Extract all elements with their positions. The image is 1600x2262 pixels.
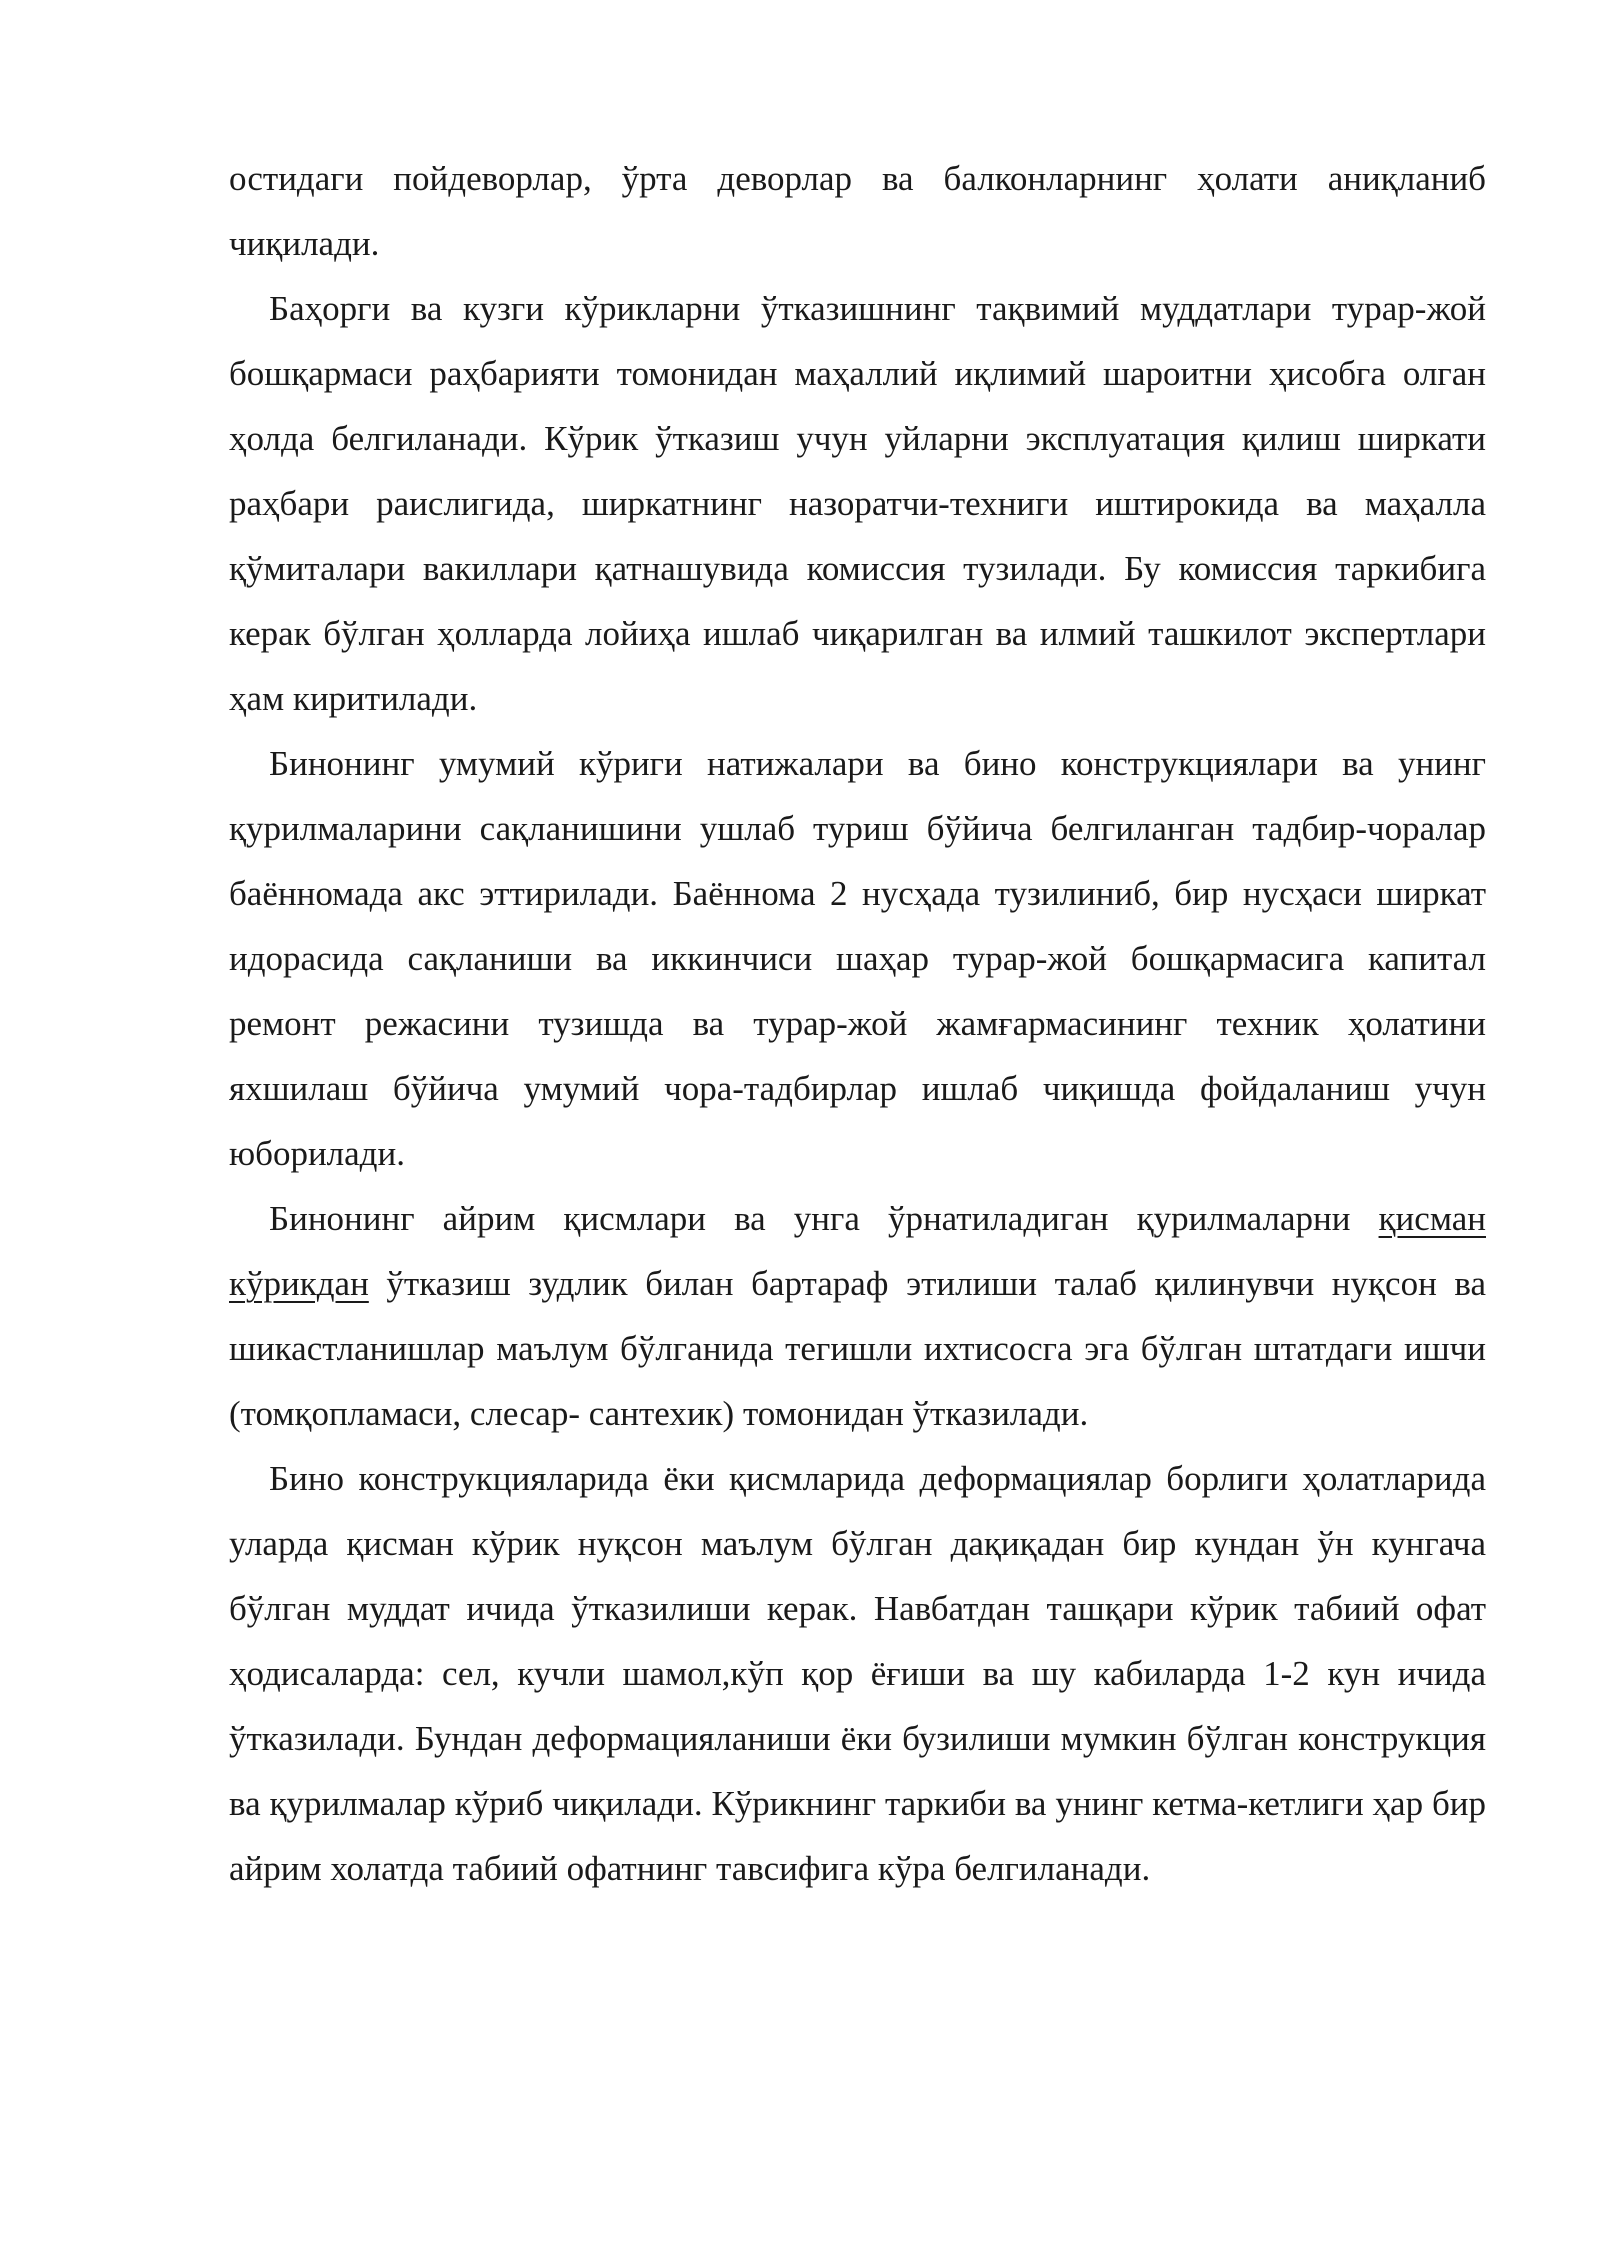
paragraph-4-text-start: Бинонинг айрим қисмлари ва унга ўрнатиладиган қурилмаларни xyxy=(269,1199,1379,1238)
paragraph-3 xyxy=(229,731,1486,1186)
paragraph-3-text: Бинонинг умумий кўриги натижалари ва бино конструкциялари ва унинг қурилмаларини сақланишини ушлаб туриш бўйича белгиланган тадбир-чоралар баённомада акс эттирилади. Баённома 2 нусҳада тузилиниб, бир нусҳаси ширкат идорасида сақланиши ва иккинчиси шаҳар турар-жой бошқармасига капитал ремонт режасини тузишда ва турар-жой жамғармасининг техник ҳолатини яхшилаш бўйича умумий чора-тадбирлар ишлаб чиқишда фойдаланиш учун юборилади. xyxy=(229,744,1486,1173)
paragraph-1 xyxy=(229,146,1486,276)
document-body xyxy=(229,146,1486,1901)
paragraph-4 xyxy=(229,1186,1486,1446)
paragraph-5-text: Бино конструкцияларида ёки қисмларида деформациялар борлиги ҳолатларида уларда қисман кўрик нуқсон маълум бўлган дақиқадан бир кундан ўн кунгача бўлган муддат ичида ўтказилиши керак. Навбатдан ташқари кўрик табиий офат ҳодисаларда: сел, кучли шамол,кўп қор ёғиши ва шу кабиларда 1-2 кун ичида ўтказилади. Бундан деформацияланиши ёки бузилиши мумкин бўлган конструкция ва қурилмалар кўриб чиқилади. Кўрикнинг таркиби ва унинг кетма-кетлиги ҳар бир айрим холатда табиий офатнинг тавсифига кўра белгиланади. xyxy=(229,1459,1486,1888)
paragraph-2-text: Баҳорги ва кузги кўрикларни ўтказишнинг тақвимий муддатлари турар-жой бошқармаси раҳбарияти томонидан маҳаллий иқлимий шароитни ҳисобга олган ҳолда белгиланади. Кўрик ўтказиш учун уйларни эксплуатация қилиш ширкати раҳбари раислигида, ширкатнинг назоратчи-техниги иштирокида ва маҳалла қўмиталари вакиллари қатнашувида комиссия тузилади. Бу комиссия таркибига керак бўлган ҳолларда лойиҳа ишлаб чиқарилган ва илмий ташкилот экспертлари ҳам киритилади. xyxy=(229,289,1486,718)
paragraph-4-underlined-term: қисман кўрикдан xyxy=(229,1199,1486,1303)
paragraph-2 xyxy=(229,276,1486,731)
paragraph-1-text: остидаги пойдеворлар, ўрта деворлар ва балконларнинг ҳолати аниқланиб чиқилади. xyxy=(229,159,1486,263)
paragraph-5 xyxy=(229,1446,1486,1901)
paragraph-4-text-end: ўтказиш зудлик билан бартараф этилиши талаб қилинувчи нуқсон ва шикастланишлар маълум бўлганида тегишли ихтисосга эга бўлган штатдаги ишчи (томқопламаси, слесар- сантехик) томонидан ўтказилади. xyxy=(229,1264,1486,1433)
